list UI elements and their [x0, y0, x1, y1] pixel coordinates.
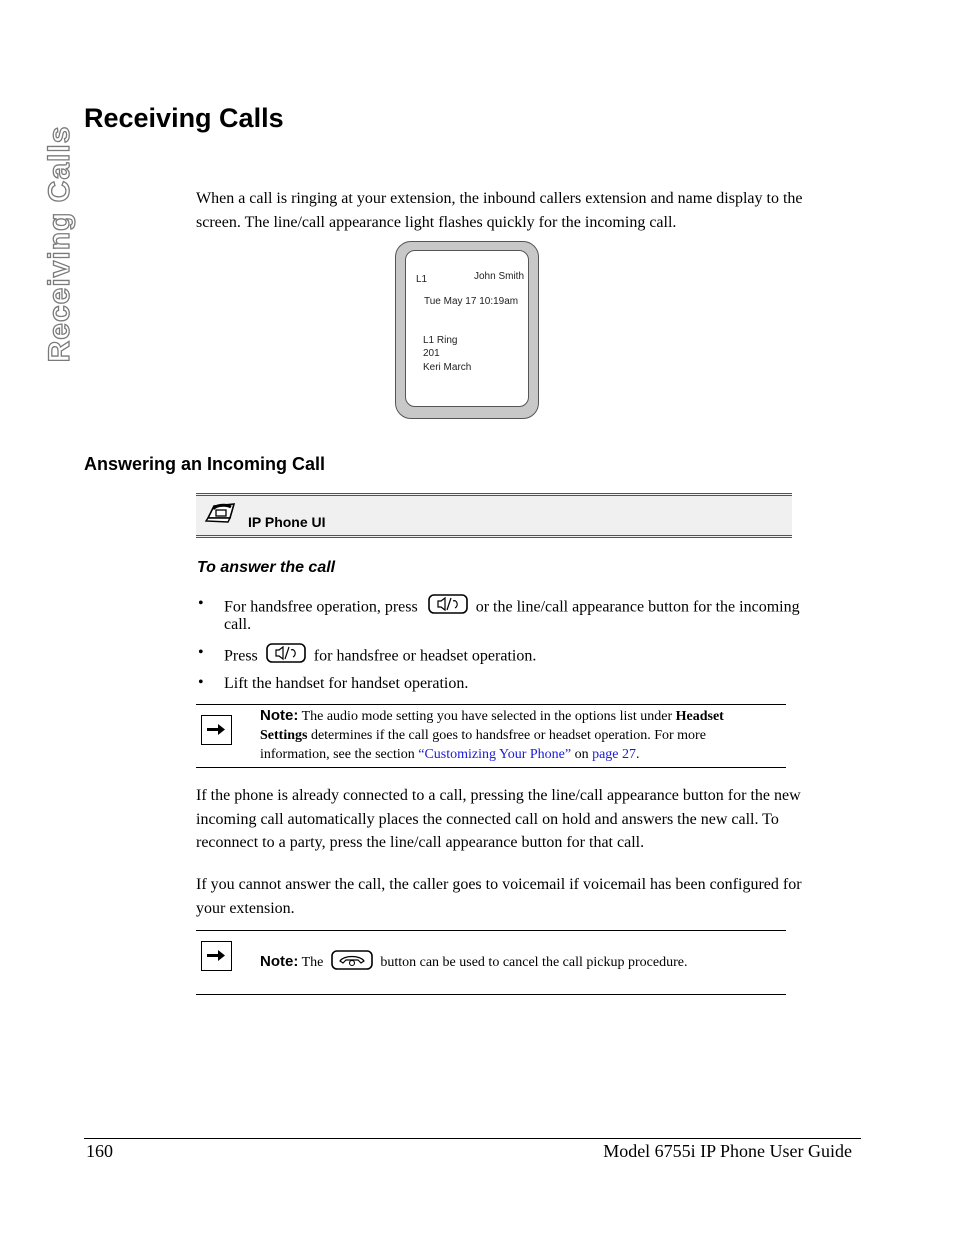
bullet-handsfree-text-b: or the line/call appearance button for the incoming	[475, 598, 800, 616]
note-text-d: on	[574, 747, 589, 762]
note-cancel-text-a: The	[301, 955, 324, 971]
link-customizing-your-phone[interactable]: “Customizing Your Phone”	[418, 747, 572, 762]
note-text-e: .	[636, 747, 640, 762]
screen-line-indicator: L1	[416, 274, 428, 285]
bullet-marker: •	[198, 674, 204, 691]
phone-handset-icon	[204, 502, 240, 533]
screen-user-name: John Smith	[474, 271, 525, 282]
note-text-b: determines if the call goes to handsfree or headset operation. For more	[310, 728, 706, 743]
bullet-handsfree-continued: call.	[224, 616, 252, 633]
side-tab	[40, 108, 80, 380]
guide-title: Model 6755i IP Phone User Guide	[603, 1141, 852, 1161]
ip-phone-ui-bar	[196, 493, 792, 538]
screen-datetime: Tue May 17 10:19am	[424, 296, 519, 307]
goodbye-key-icon	[331, 949, 373, 977]
speaker-key-icon	[266, 642, 306, 672]
note-cancel-pickup	[196, 930, 786, 995]
note-label: Note:	[260, 953, 299, 971]
note-label: Note:	[260, 707, 299, 724]
side-tab-label: Receiving Calls	[43, 125, 76, 363]
section-heading: Answering an Incoming Call	[84, 454, 326, 474]
bullet-handsfree-text-a: For handsfree operation, press	[224, 598, 418, 616]
arrow-right-icon	[201, 715, 232, 745]
screen-ring-status: L1 Ring	[423, 335, 458, 346]
intro-line-1: When a call is ringing at your extension, the inbound callers extension and name display to the	[196, 190, 803, 207]
para-connected-line-1: If the phone is already connected to a call, pressing the line/call appearance button for the new	[196, 787, 801, 804]
bullet-handsfree	[224, 593, 800, 623]
bullet-press-text-b: for handsfree or headset operation.	[313, 647, 537, 665]
screen-caller-extension: 201	[423, 348, 440, 359]
note-cancel-pickup-body	[260, 949, 687, 977]
procedure-title: To answer the call	[197, 559, 336, 576]
note-bold-settings: Settings	[260, 728, 308, 743]
page-number: 160	[86, 1141, 113, 1161]
intro-line-2: screen. The line/call appearance light flashes quickly for the incoming call.	[196, 214, 677, 231]
ip-phone-ui-label: IP Phone UI	[248, 514, 326, 530]
page-title: Receiving Calls	[84, 103, 284, 133]
arrow-right-icon	[201, 941, 232, 971]
para-voicemail-line-2: your extension.	[196, 900, 295, 917]
note-text-c: information, see the section	[260, 747, 415, 762]
note-text-a: The audio mode setting you have selected in the options list under	[301, 709, 673, 724]
phone-display-screen	[405, 250, 529, 407]
note-cancel-text-b: button can be used to cancel the call pickup procedure.	[380, 955, 688, 971]
bullet-marker: •	[198, 595, 204, 612]
screen-caller-name: Keri March	[423, 362, 472, 373]
note-audio-mode	[196, 704, 786, 768]
note-audio-mode-body	[260, 706, 784, 764]
speaker-key-icon	[428, 593, 468, 623]
bullet-press-text-a: Press	[224, 647, 258, 665]
bullet-marker: •	[198, 644, 204, 661]
link-page-27[interactable]: page 27	[592, 747, 637, 762]
bullet-press	[224, 642, 536, 672]
note-bold-headset: Headset	[675, 709, 724, 724]
bullet-handset: Lift the handset for handset operation.	[224, 675, 469, 692]
footer-rule	[84, 1138, 861, 1139]
para-connected-line-3: reconnect to a party, press the line/call appearance button for that call.	[196, 834, 645, 851]
para-connected-line-2: incoming call automatically places the connected call on hold and answers the new call. To	[196, 811, 779, 828]
para-voicemail-line-1: If you cannot answer the call, the caller goes to voicemail if voicemail has been configured for	[196, 876, 802, 893]
phone-display-illustration	[395, 241, 539, 419]
